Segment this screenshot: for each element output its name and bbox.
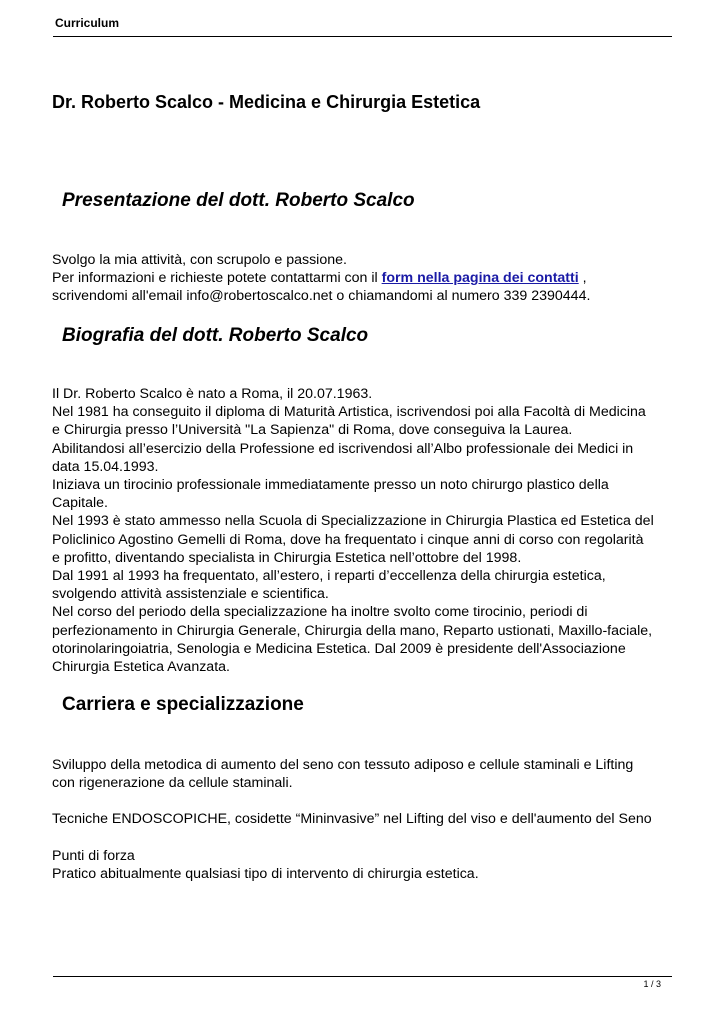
footer-divider xyxy=(53,976,672,977)
presentazione-line xyxy=(52,269,682,287)
presentazione-heading: Presentazione del dott. Roberto Scalco xyxy=(62,190,415,211)
biografia-line: perfezionamento in Chirurgia Generale, Chirurgia della mano, Reparto ustionati, Maxillo-faciale, xyxy=(52,622,653,639)
biografia-line: svolgendo attività assistenziale e scientifica. xyxy=(52,586,329,603)
biografia-line: e Chirurgia presso l’Università "La Sapienza" di Roma, dove conseguiva la Laurea. xyxy=(52,422,573,439)
carriera-p2: Tecniche ENDOSCOPICHE, cosidette “Mininvasive” nel Lifting del viso e dell'aumento del Seno xyxy=(52,811,652,827)
presentazione-text xyxy=(52,251,682,306)
biografia-line: data 15.04.1993. xyxy=(52,458,159,475)
presentazione-line: scrivendomi all'email info@robertoscalco.net o chiamandomi al numero 339 2390444. xyxy=(52,288,591,305)
page-number: 1 / 3 xyxy=(643,979,661,989)
carriera-line: con rigenerazione da cellule staminali. xyxy=(52,775,293,792)
biografia-line: Chirurgia Estetica Avanzata. xyxy=(52,659,230,676)
biografia-line: Abilitandosi all’esercizio della Professione ed iscrivendosi all’Albo professionale dei Medici in xyxy=(52,440,634,457)
carriera-line: Punti di forza xyxy=(52,848,135,864)
carriera-line: Pratico abitualmente qualsiasi tipo di intervento di chirurgia estetica. xyxy=(52,866,479,883)
biografia-line: Nel 1993 è stato ammesso nella Scuola di Specializzazione in Chirurgia Plastica ed Estetica del xyxy=(52,513,654,530)
presentazione-line: Svolgo la mia attività, con scrupolo e passione. xyxy=(52,252,347,268)
biografia-line: otorinolaringoiatria, Senologia e Medicina Estetica. Dal 2009 è presidente dell'Associazione xyxy=(52,640,626,657)
text-fragment: Per informazioni e richieste potete contattarmi con il xyxy=(52,270,382,287)
biografia-line: Dal 1991 al 1993 ha frequentato, all’estero, i reparti d’eccellenza della chirurgia estetica, xyxy=(52,568,606,585)
carriera-heading: Carriera e specializzazione xyxy=(62,694,304,715)
biografia-line: Capitale. xyxy=(52,495,108,512)
biografia-line: Il Dr. Roberto Scalco è nato a Roma, il 20.07.1963. xyxy=(52,386,373,402)
page-header xyxy=(53,14,672,37)
document-title: Dr. Roberto Scalco - Medicina e Chirurgia Estetica xyxy=(52,92,481,112)
biografia-line: Policlinico Agostino Gemelli di Roma, dove ha frequentato i cinque anni di corso con regolarità xyxy=(52,531,644,548)
biografia-line: e profitto, diventando specialista in Chirurgia Estetica nell’ottobre del 1998. xyxy=(52,549,522,566)
biografia-heading: Biografia del dott. Roberto Scalco xyxy=(62,325,369,346)
text-fragment: , xyxy=(578,270,587,287)
contact-form-link[interactable]: form nella pagina dei contatti xyxy=(381,270,579,287)
biografia-text xyxy=(52,385,682,676)
header-title: Curriculum xyxy=(55,16,120,30)
carriera-p3 xyxy=(52,847,682,883)
biografia-line: Nel corso del periodo della specializzazione ha inoltre svolto come tirocinio, periodi di xyxy=(52,604,588,621)
biografia-line: Iniziava un tirocinio professionale immediatamente presso un noto chirurgo plastico della xyxy=(52,477,609,494)
biografia-line: Nel 1981 ha conseguito il diploma di Maturità Artistica, iscrivendosi poi alla Facoltà di Medicina xyxy=(52,404,646,421)
carriera-p1 xyxy=(52,756,682,792)
carriera-line: Sviluppo della metodica di aumento del seno con tessuto adiposo e cellule staminali e Lifting xyxy=(52,757,634,773)
